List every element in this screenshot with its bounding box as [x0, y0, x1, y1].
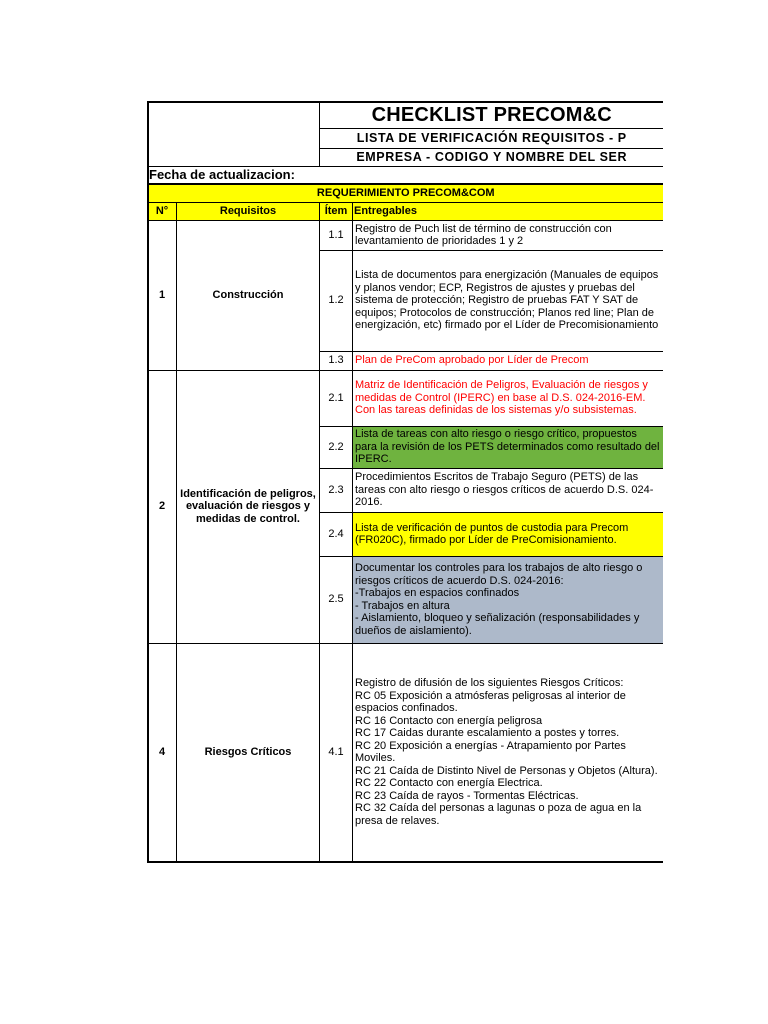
- item-number: 1.3: [320, 351, 353, 370]
- entregable-text: Lista de tareas con alto riesgo o riesgo crítico, propuestos para la revisión de los PETS determinados como resultado del IPERC.: [353, 426, 664, 468]
- col-header-requisitos: Requisitos: [177, 202, 320, 220]
- section-title: REQUERIMIENTO PRECOM&COM: [148, 184, 664, 202]
- item-number: 2.4: [320, 512, 353, 556]
- item-number: 1.2: [320, 250, 353, 351]
- item-number: 2.3: [320, 468, 353, 512]
- entregable-text: Lista de verificación de puntos de custodia para Precom (FR020C), firmado por Líder de PreComisionamiento.: [353, 512, 664, 556]
- table-row: [148, 220, 664, 250]
- table-row: [148, 370, 664, 426]
- group-requisito: Identificación de peligros, evaluación de riesgos y medidas de control.: [177, 370, 320, 643]
- sheet-subtitle-1: LISTA DE VERIFICACIÓN REQUISITOS - P: [320, 128, 664, 148]
- checklist-sheet: [147, 101, 663, 863]
- table-row: [148, 643, 664, 862]
- fecha-label: Fecha de actualizacion:: [148, 166, 320, 184]
- sheet-title: CHECKLIST PRECOM&C: [320, 102, 664, 128]
- item-number: 2.1: [320, 370, 353, 426]
- group-number: 2: [148, 370, 177, 643]
- group-number: 1: [148, 220, 177, 370]
- entregable-text: Procedimientos Escritos de Trabajo Seguro (PETS) de las tareas con alto riesgo o riesgos críticos de acuerdo D.S. 024-2016.: [353, 468, 664, 512]
- col-header-item: Ítem: [320, 202, 353, 220]
- fecha-value[interactable]: [320, 166, 664, 184]
- entregable-text: Registro de difusión de los siguientes Riesgos Críticos: RC 05 Exposición a atmósferas peligrosas al interior de espacios confinados. RC 16 Contacto con energía peligrosa RC 17 Caidas durante escalamiento a postes y torres. RC 20 Exposición a energías - Atrapamiento por Partes Moviles. RC 21 Caída de Distinto Nivel de Personas y Objetos (Altura). RC 22 Contacto con energía Electrica. RC 23 Caída de rayos - Tormentas Eléctricas. RC 32 Caída del personas a lagunas o poza de agua en la presa de relaves.: [353, 643, 664, 862]
- group-number: 4: [148, 643, 177, 862]
- entregable-text: Registro de Puch list de término de construcción con levantamiento de prioridades 1 y 2: [353, 220, 664, 250]
- entregable-text: Documentar los controles para los trabajos de alto riesgo o riesgos críticos de acuerdo D.S. 024-2016: -Trabajos en espacios confinados - Trabajos en altura - Aislamiento, bloqueo y señalización (responsabilidades y dueños de aislamiento).: [353, 556, 664, 643]
- col-header-entregables: Entregables: [353, 202, 664, 220]
- entregable-text: Matriz de Identificación de Peligros, Evaluación de riesgos y medidas de Control (IPERC) en base al D.S. 024-2016-EM. Con las tareas definidas de los sistemas y/o subsistemas.: [353, 370, 664, 426]
- sheet-subtitle-2: EMPRESA - CODIGO Y NOMBRE DEL SER: [320, 148, 664, 166]
- col-header-no: N°: [148, 202, 177, 220]
- entregable-text: Lista de documentos para energización (Manuales de equipos y planos vendor; ECP, Registros de ajustes y pruebas del sistema de protección; Registro de pruebas FAT Y SAT de equipos; Protocolos de construcción; Planos red line; Plan de energización, etc) firmado por el Líder de Precomisionamiento: [353, 250, 664, 351]
- item-number: 4.1: [320, 643, 353, 862]
- checklist-table: [147, 101, 663, 863]
- item-number: 2.5: [320, 556, 353, 643]
- column-header-row: [148, 202, 664, 220]
- group-requisito: Construcción: [177, 220, 320, 370]
- item-number: 2.2: [320, 426, 353, 468]
- group-requisito: Riesgos Críticos: [177, 643, 320, 862]
- logo-cell: [148, 102, 320, 166]
- entregable-text: Plan de PreCom aprobado por Líder de Precom: [353, 351, 664, 370]
- item-number: 1.1: [320, 220, 353, 250]
